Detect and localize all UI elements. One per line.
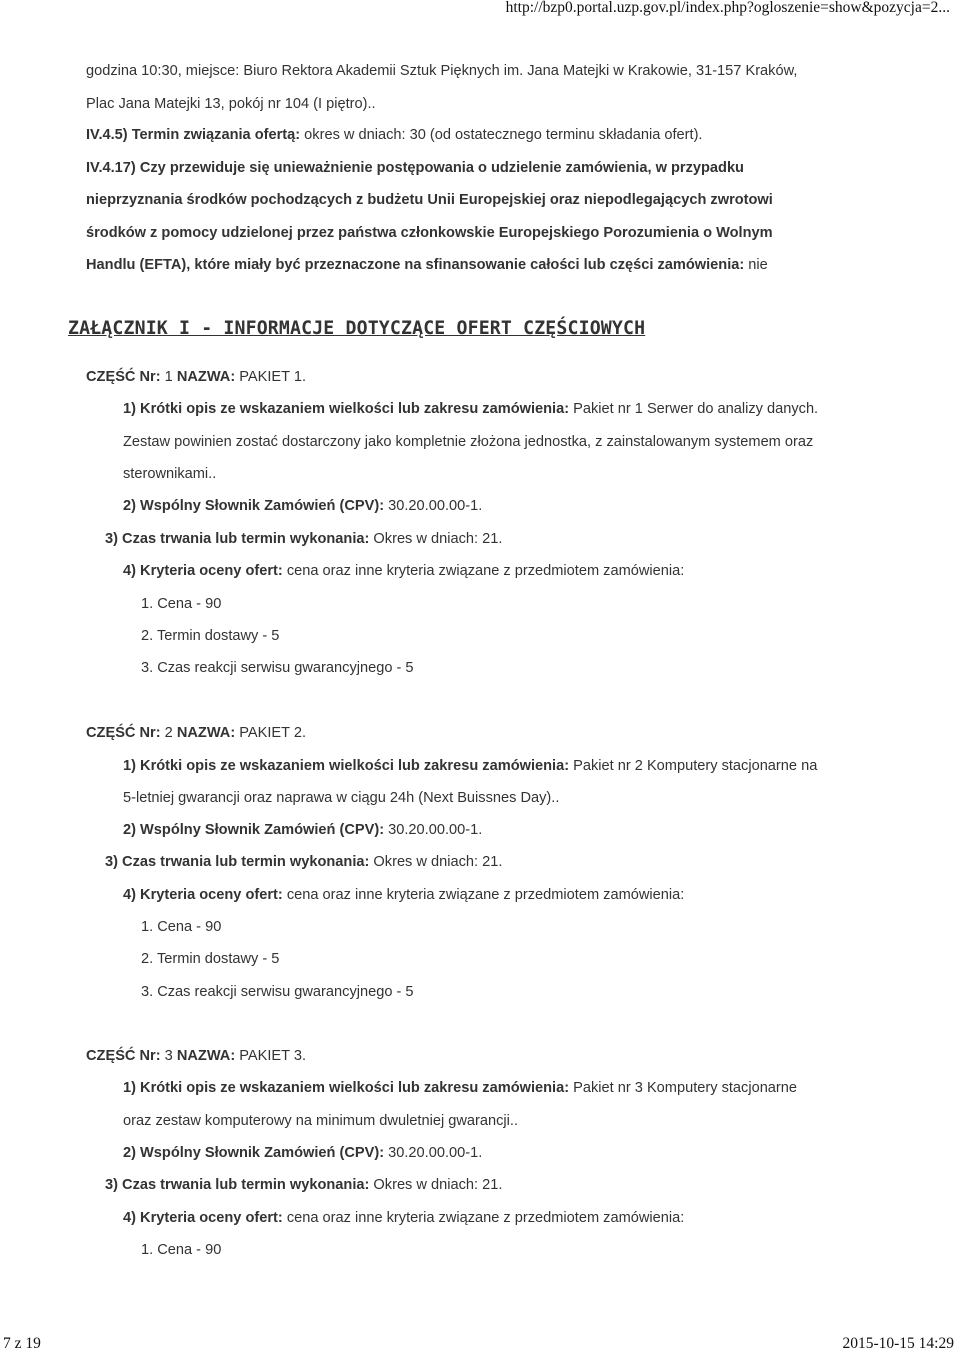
part-3-criteria xyxy=(123,1209,684,1227)
part-label: CZĘŚĆ Nr: xyxy=(86,725,161,741)
address-line-2: Plac Jana Matejki 13, pokój nr 104 (I piętro).. xyxy=(86,96,376,112)
page-url: http://bzp0.portal.uzp.gov.pl/index.php?ogloszenie=show&pozycja=2... xyxy=(505,0,950,16)
part-name: PAKIET 2. xyxy=(235,725,307,741)
duration-value: Okres w dniach: 21. xyxy=(369,1177,503,1193)
part-1-description xyxy=(123,400,818,418)
duration-label: 3) Czas trwania lub termin wykonania: xyxy=(105,1177,370,1193)
description-label: 1) Krótki opis ze wskazaniem wielkości lub zakresu zamówienia: xyxy=(123,1080,570,1096)
part-2-criterion-1: 1. Cena - 90 xyxy=(141,919,222,935)
annulment-question-end: Handlu (EFTA), które miały być przeznaczone na sfinansowanie całości lub części zamówienia: xyxy=(86,257,745,273)
description-value: Pakiet nr 3 Komputery stacjonarne xyxy=(569,1080,798,1096)
part-2-duration xyxy=(105,853,502,871)
part-3-cpv xyxy=(123,1144,482,1162)
description-value: Pakiet nr 2 Komputery stacjonarne na xyxy=(569,758,818,774)
criteria-value: cena oraz inne kryteria związane z przedmiotem zamówienia: xyxy=(282,563,685,579)
address-line-1: godzina 10:30, miejsce: Biuro Rektora Akademii Sztuk Pięknych im. Jana Matejki w Krakowie, 31-157 Kraków, xyxy=(86,63,798,79)
part-2-description-line-2: 5-letniej gwarancji oraz naprawa w ciągu 24h (Next Buissnes Day).. xyxy=(123,790,560,806)
part-3-header xyxy=(86,1047,306,1065)
cpv-value: 30.20.00.00-1. xyxy=(384,1145,483,1161)
criteria-label: 4) Kryteria oceny ofert: xyxy=(123,563,283,579)
part-2-cpv xyxy=(123,821,482,839)
part-label: CZĘŚĆ Nr: xyxy=(86,1048,161,1064)
part-1-description-line-3: sterownikami.. xyxy=(123,466,217,482)
part-1-header xyxy=(86,368,306,386)
cpv-value: 30.20.00.00-1. xyxy=(384,822,483,838)
binding-period-value: okres w dniach: 30 (od ostatecznego terminu składania ofert). xyxy=(300,127,703,143)
annulment-line-3: środków z pomocy udzielonej przez państwa członkowskie Europejskiego Porozumienia o Wolnym xyxy=(86,225,773,241)
page-number: 7 z 19 xyxy=(3,1335,41,1352)
name-label: NAZWA: xyxy=(176,725,236,741)
cpv-label: 2) Wspólny Słownik Zamówień (CPV): xyxy=(123,1145,385,1161)
part-label: CZĘŚĆ Nr: xyxy=(86,369,161,385)
cpv-label: 2) Wspólny Słownik Zamówień (CPV): xyxy=(123,498,385,514)
part-1-criterion-3: 3. Czas reakcji serwisu gwarancyjnego - 5 xyxy=(141,660,414,676)
part-1-description-line-2: Zestaw powinien zostać dostarczony jako kompletnie złożona jednostka, z zainstalowanym systemem oraz xyxy=(123,434,814,450)
part-3-description xyxy=(123,1079,797,1097)
cpv-label: 2) Wspólny Słownik Zamówień (CPV): xyxy=(123,822,385,838)
part-number: 3 xyxy=(160,1048,177,1064)
annex-heading: ZAŁĄCZNIK I - INFORMACJE DOTYCZĄCE OFERT CZĘŚCIOWYCH xyxy=(68,318,646,339)
description-value: Pakiet nr 1 Serwer do analizy danych. xyxy=(569,401,819,417)
duration-label: 3) Czas trwania lub termin wykonania: xyxy=(105,531,370,547)
part-2-header xyxy=(86,724,306,742)
criteria-label: 4) Kryteria oceny ofert: xyxy=(123,887,283,903)
duration-label: 3) Czas trwania lub termin wykonania: xyxy=(105,854,370,870)
cpv-value: 30.20.00.00-1. xyxy=(384,498,483,514)
part-2-criterion-3: 3. Czas reakcji serwisu gwarancyjnego - 5 xyxy=(141,984,414,1000)
binding-period xyxy=(86,126,702,144)
annulment-line-4 xyxy=(86,256,768,274)
binding-period-label: IV.4.5) Termin związania ofertą: xyxy=(86,127,301,143)
part-number: 1 xyxy=(160,369,177,385)
part-3-duration xyxy=(105,1176,502,1194)
part-number: 2 xyxy=(160,725,177,741)
description-label: 1) Krótki opis ze wskazaniem wielkości lub zakresu zamówienia: xyxy=(123,401,570,417)
part-3-description-line-2: oraz zestaw komputerowy na minimum dwuletniej gwarancji.. xyxy=(123,1113,519,1129)
annulment-line-1: IV.4.17) Czy przewiduje się unieważnienie postępowania o udzielenie zamówienia, w przypadku xyxy=(86,160,744,176)
duration-value: Okres w dniach: 21. xyxy=(369,531,503,547)
part-2-description xyxy=(123,757,817,775)
duration-value: Okres w dniach: 21. xyxy=(369,854,503,870)
description-label: 1) Krótki opis ze wskazaniem wielkości lub zakresu zamówienia: xyxy=(123,758,570,774)
criteria-label: 4) Kryteria oceny ofert: xyxy=(123,1210,283,1226)
criteria-value: cena oraz inne kryteria związane z przedmiotem zamówienia: xyxy=(282,1210,685,1226)
criteria-value: cena oraz inne kryteria związane z przedmiotem zamówienia: xyxy=(282,887,685,903)
name-label: NAZWA: xyxy=(176,369,236,385)
name-label: NAZWA: xyxy=(176,1048,236,1064)
annulment-answer: nie xyxy=(744,257,768,273)
annulment-line-2: nieprzyznania środków pochodzących z budżetu Unii Europejskiej oraz niepodlegających zwrotowi xyxy=(86,192,773,208)
part-name: PAKIET 3. xyxy=(235,1048,307,1064)
part-1-criterion-2: 2. Termin dostawy - 5 xyxy=(141,628,280,644)
part-1-criteria xyxy=(123,562,684,580)
part-1-duration xyxy=(105,530,502,548)
part-1-criterion-1: 1. Cena - 90 xyxy=(141,596,222,612)
part-2-criteria xyxy=(123,886,684,904)
print-datetime: 2015-10-15 14:29 xyxy=(842,1335,954,1352)
part-1-cpv xyxy=(123,497,482,515)
part-3-criterion-1: 1. Cena - 90 xyxy=(141,1242,222,1258)
part-2-criterion-2: 2. Termin dostawy - 5 xyxy=(141,951,280,967)
part-name: PAKIET 1. xyxy=(235,369,307,385)
